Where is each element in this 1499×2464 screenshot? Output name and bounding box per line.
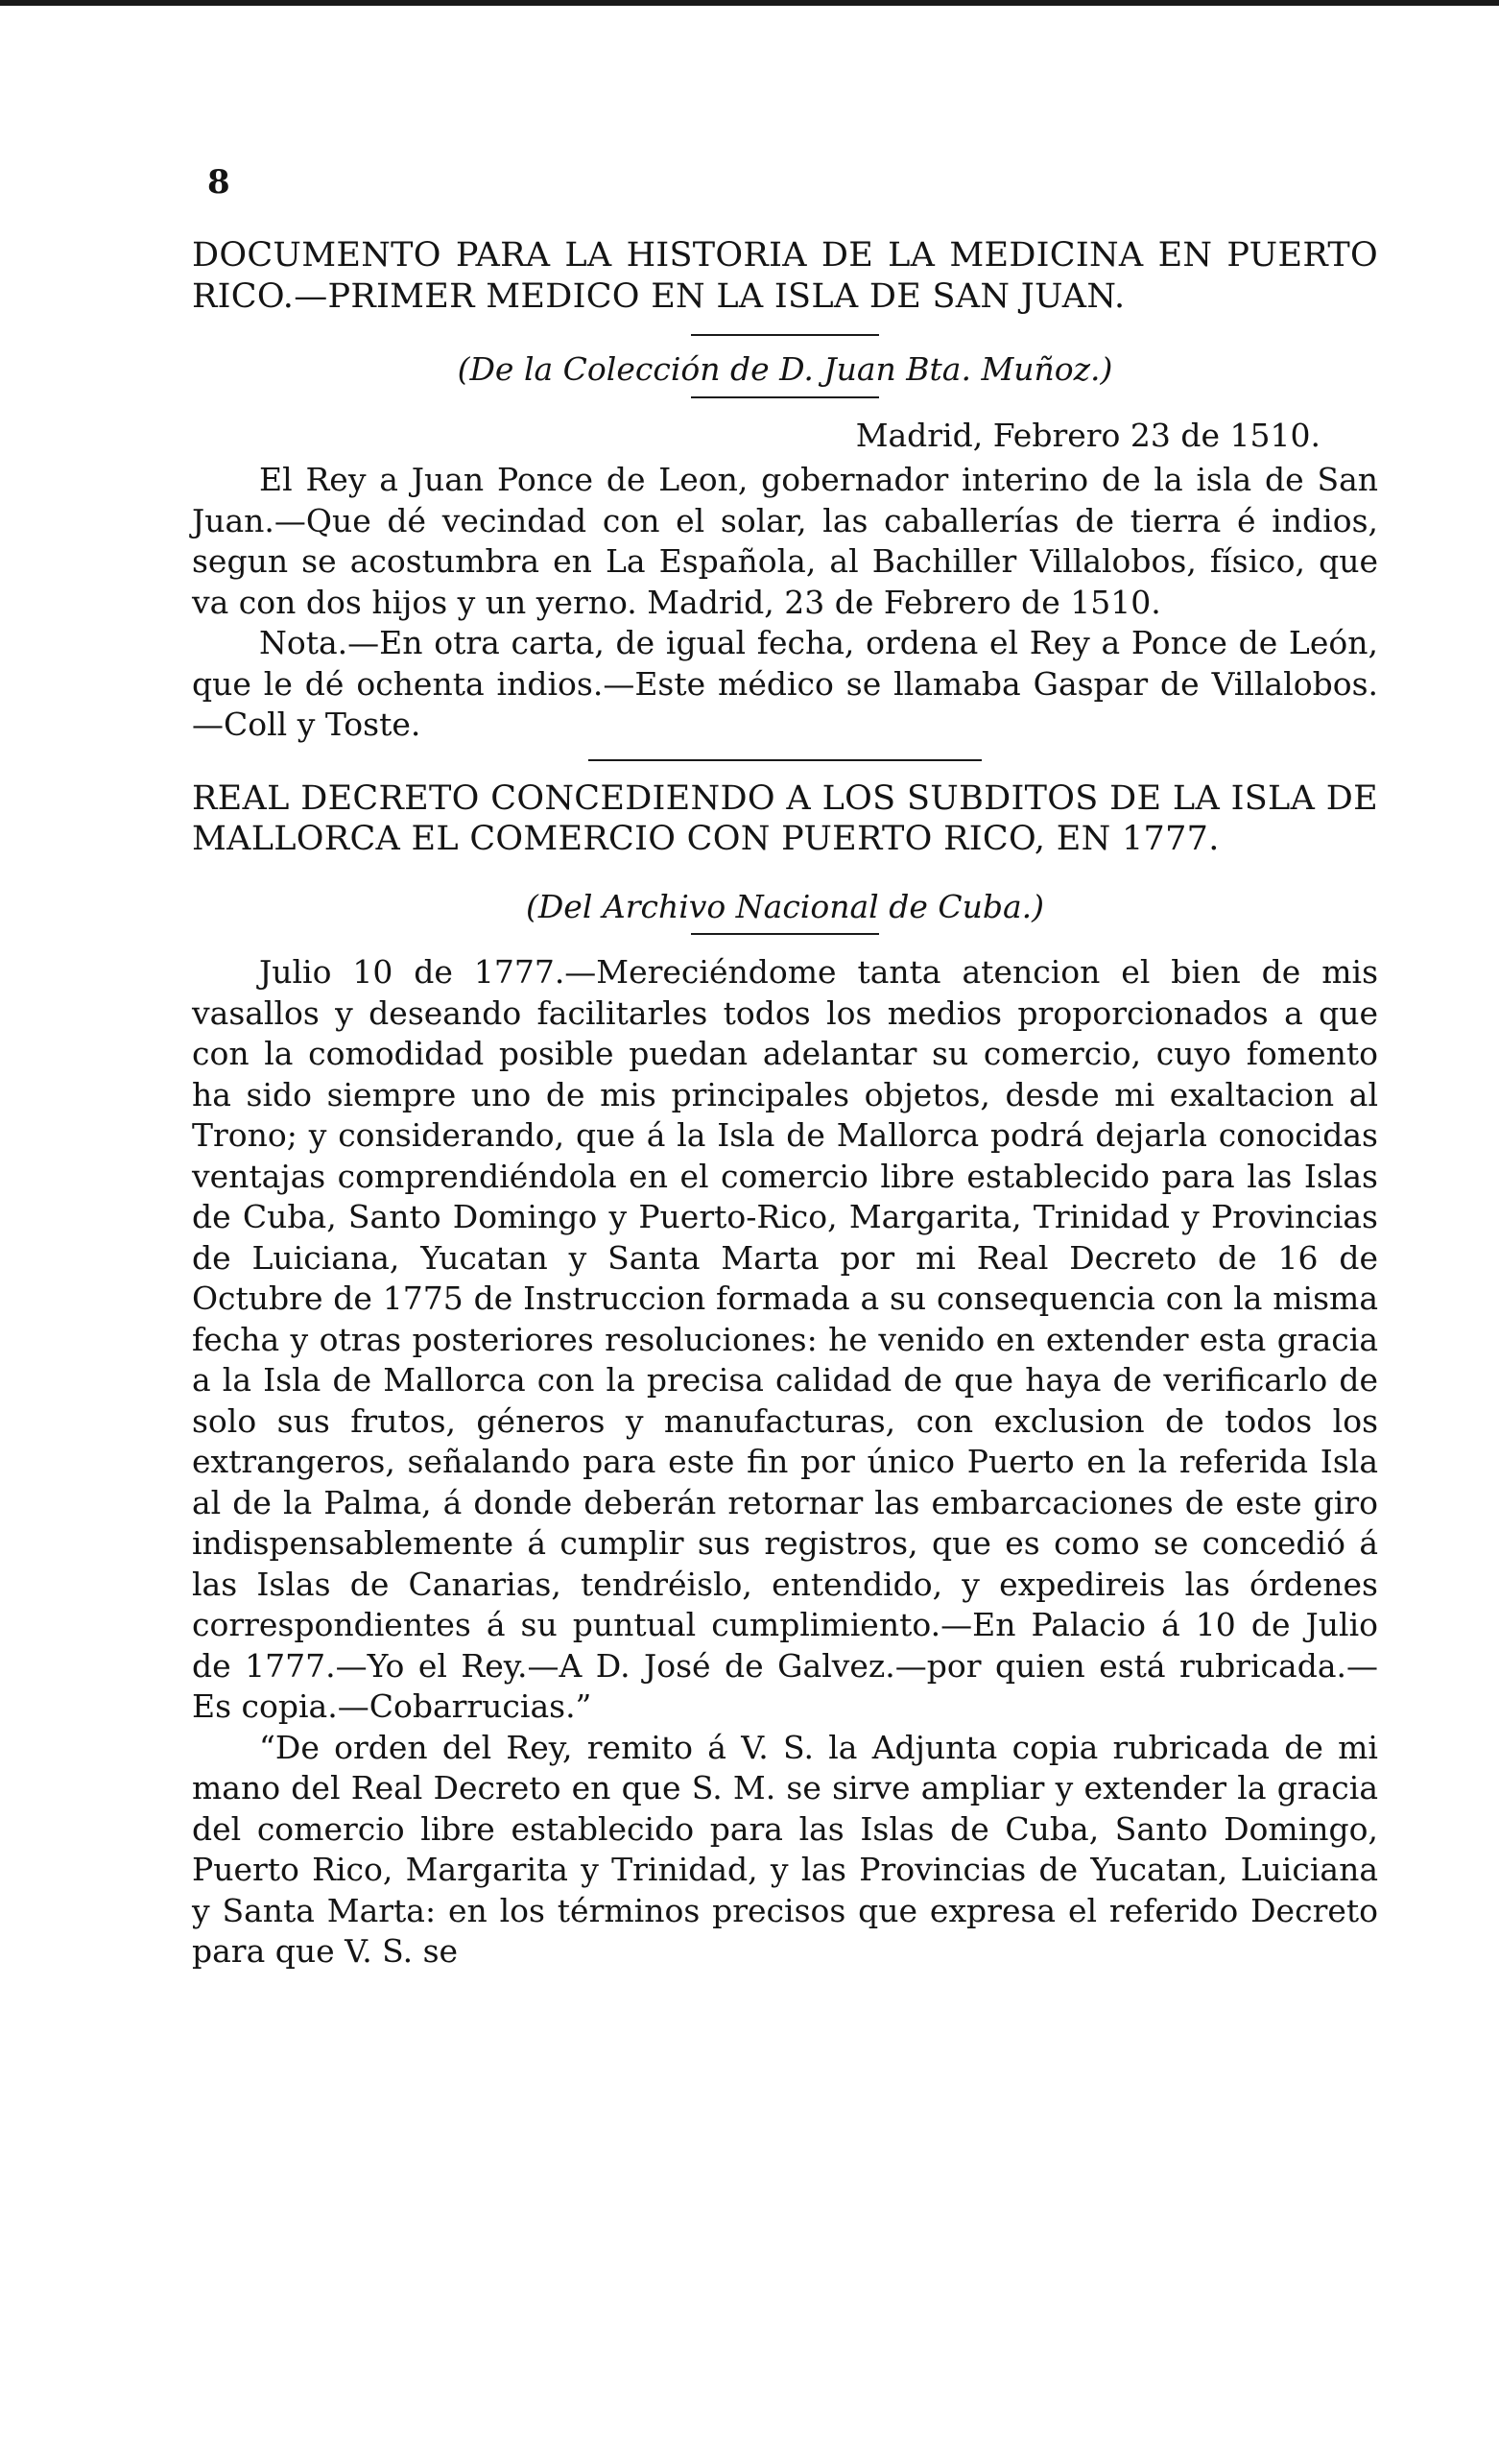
doc2-title: REAL DECRETO CONCEDIENDO A LOS SUBDITOS DE LA ISLA DE MALLORCA EL COMERCIO CON PUERTO RICO, EN 1777. xyxy=(192,778,1378,858)
doc1-paragraph-1: El Rey a Juan Ponce de Leon, gobernador interino de la isla de San Juan.—Que dé vecindad con el solar, las caballerías de tierra é indios, segun se acostumbra en La Española, al Bachiller Villalobos, físico, que va con dos hijos y un yerno. Madrid, 23 de Febrero de 1510. xyxy=(192,461,1378,621)
doc2-source-divider xyxy=(691,933,879,935)
doc1-source-divider xyxy=(691,396,879,398)
doc1-title-divider xyxy=(691,334,879,336)
doc1-source: (De la Colección de D. Juan Bta. Muñoz.) xyxy=(457,350,1113,388)
doc1-date: Madrid, Febrero 23 de 1510. xyxy=(855,416,1321,454)
section-divider xyxy=(588,759,982,761)
doc2-paragraph-1: Julio 10 de 1777.—Mereciéndome tanta atencion el bien de mis vasallos y deseando facilitarles todos los medios proporcionados a que con la comodidad posible puedan adelantar su comercio, cuyo fomento ha sido siempre uno de mis principales objetos, desde mi exaltacion al Trono; y considerando, que á la Isla de Mallorca podrá dejarla conocidas ventajas comprendiéndola en el comercio libre establecido para las Islas de Cuba, Santo Domingo y Puerto-Rico, Margarita, Trinidad y Provincias de Luiciana, Yucatan y Santa Marta por mi Real Decreto de 16 de Octubre de 1775 de Instruccion formada a su consequencia con la misma fecha y otras posteriores resoluciones: he venido en extender esta gracia a la Isla de Mallorca con la precisa calidad de que haya de verificarlo de solo sus frutos, géneros y manufacturas, con exclusion de todos los extrangeros, señalando para este fin por único Puerto en la referida Isla al de la Palma, á donde deberán retornar las embarcaciones de este giro indispensablemente á cumplir sus registros, que es como se concedió á las Islas de Canarias, tendréislo, entendido, y expedireis las órdenes correspondientes á su puntual cumplimiento.—En Palacio á 10 de Julio de 1777.—Yo el Rey.—A D. José de Galvez.—por quien está rubricada.—Es copia.—Cobarrucias.” xyxy=(192,953,1378,1725)
page-number: 8 xyxy=(207,163,230,202)
top-border-rule xyxy=(0,0,1499,6)
page-content xyxy=(192,235,1378,1973)
doc2-paragraph-2: “De orden del Rey, remito á V. S. la Adjunta copia rubricada de mi mano del Real Decreto en que S. M. se sirve ampliar y extender la gracia del comercio libre establecido para las Islas de Cuba, Santo Domingo, Puerto Rico, Margarita y Trinidad, y las Provincias de Yucatan, Luiciana y Santa Marta: en los términos precisos que expresa el referido Decreto para que V. S. se xyxy=(192,1728,1378,1970)
doc1-title: DOCUMENTO PARA LA HISTORIA DE LA MEDICINA EN PUERTO RICO.—PRIMER MEDICO EN LA ISLA DE SAN JUAN. xyxy=(192,236,1378,316)
doc2-source: (Del Archivo Nacional de Cuba.) xyxy=(525,887,1045,925)
doc1-paragraph-2: Nota.—En otra carta, de igual fecha, ordena el Rey a Ponce de León, que le dé ochenta indios.—Este médico se llamaba Gaspar de Villalobos.—Coll y Toste. xyxy=(192,624,1378,743)
